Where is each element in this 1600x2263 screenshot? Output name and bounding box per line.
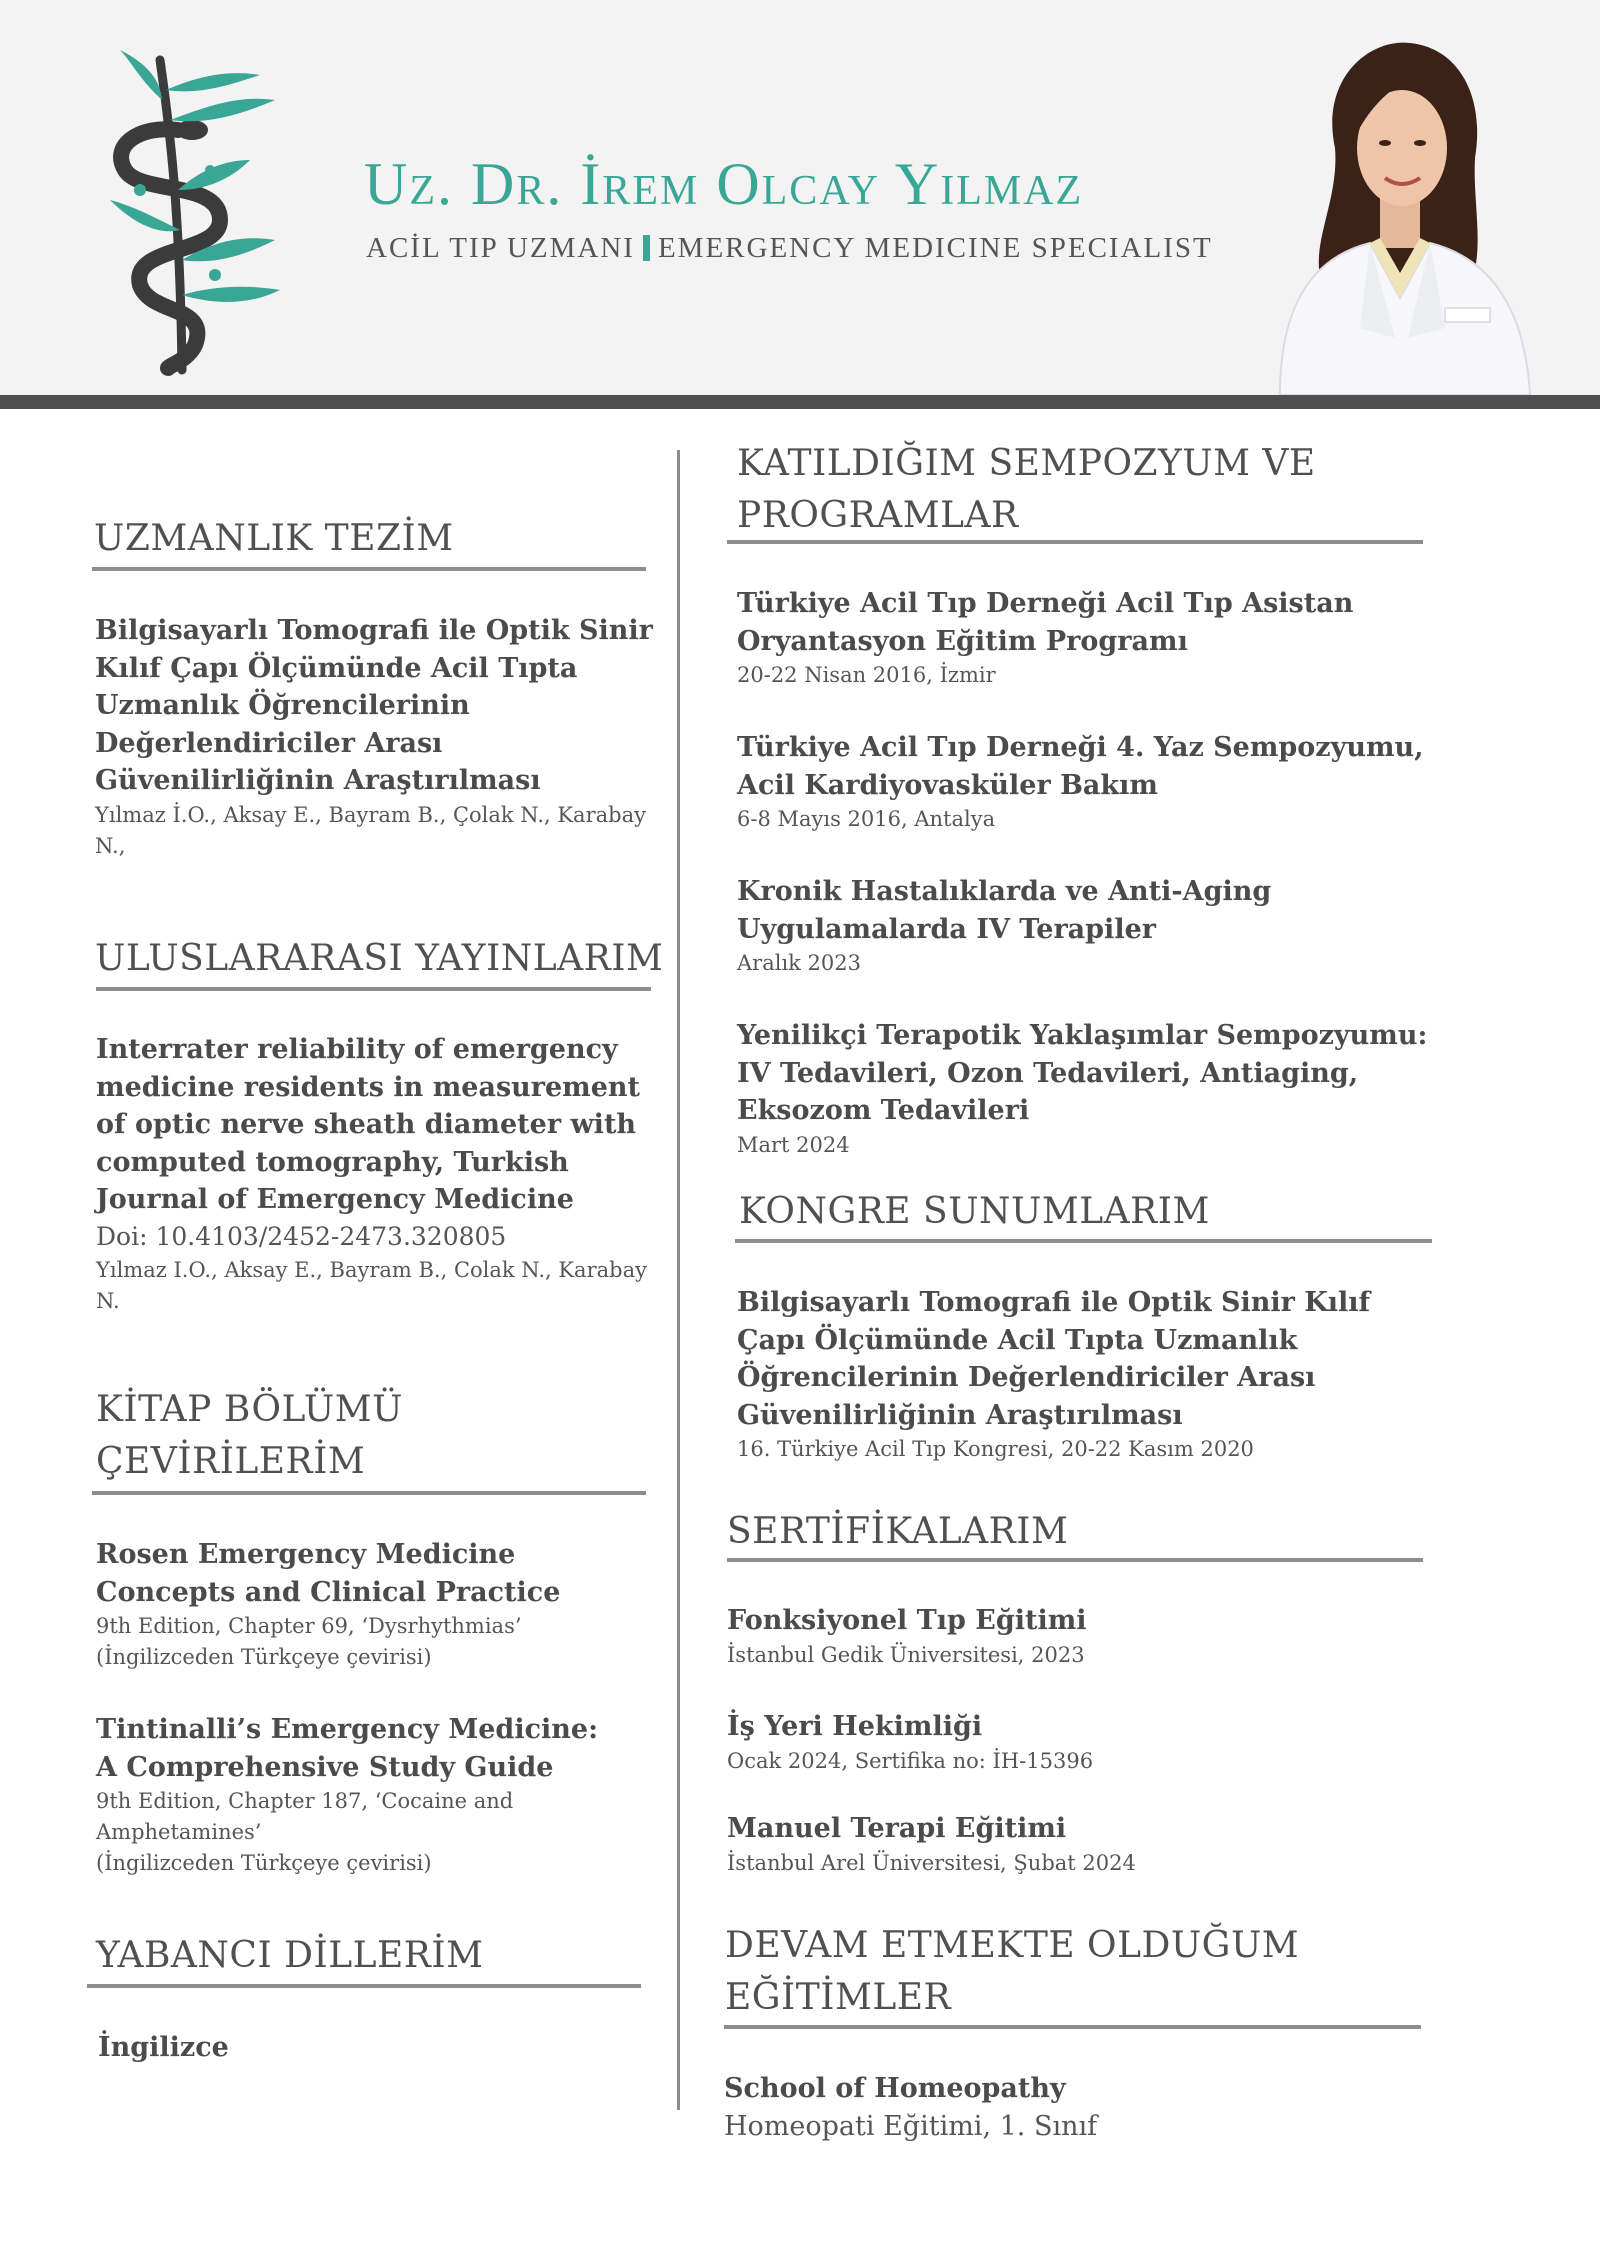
certificate-item <box>727 1602 1427 1671</box>
section-rule <box>727 540 1423 544</box>
translation-item <box>96 1711 616 1879</box>
section-title-languages: YABANCI DİLLERİM <box>96 1935 484 1976</box>
symposium-item <box>737 873 1477 979</box>
certificate-title: Fonksiyonel Tıp Eğitimi <box>727 1605 1087 1636</box>
translations-title-line1: KİTAP BÖLÜMÜ <box>96 1389 403 1430</box>
publication-title: Interrater reliability of emergency medicine residents in measurement of optic nerve sheath diameter with computed tomography, Turkish Journal of Emergency Medicine <box>96 1034 641 1215</box>
ongoing-title-line1: DEVAM ETMEKTE OLDUĞUM <box>725 1925 1300 1966</box>
ongoing-title-line2: EĞİTİMLER <box>725 1977 952 2018</box>
symposia-title-line2: PROGRAMLAR <box>737 495 1019 536</box>
section-title-certificates: SERTİFİKALARIM <box>727 1511 1069 1552</box>
ongoing-item <box>724 2070 1424 2146</box>
symposium-title: Yenilikçi Terapotik Yaklaşımlar Sempozyumu: IV Tedavileri, Ozon Tedavileri, Antiaging, Eksozom Tedavileri <box>737 1020 1428 1126</box>
section-rule <box>92 1491 646 1495</box>
certificate-title: Manuel Terapi Eğitimi <box>727 1813 1067 1844</box>
caduceus-logo-icon <box>100 50 290 380</box>
section-rule <box>87 1984 641 1988</box>
congress-item <box>737 1284 1437 1465</box>
translation-edition: 9th Edition, Chapter 69, ‘Dysrhythmias’ <box>96 1614 522 1638</box>
symposia-title-line1: KATILDIĞIM SEMPOZYUM VE <box>737 443 1316 484</box>
header-divider-bar <box>0 395 1600 409</box>
doctor-name: Uz. Dr. İrem Olcay Yılmaz <box>364 151 1084 217</box>
thesis-title: Bilgisayarlı Tomografi ile Optik Sinir Kılıf Çapı Ölçümünde Acil Tıpta Uzmanlık Öğrencilerinin Değerlendiriciler Arası Güvenilirliğinin Araştırılması <box>95 615 653 796</box>
certificate-detail: Ocak 2024, Sertifika no: İH-15396 <box>727 1748 1094 1773</box>
congress-title: Bilgisayarlı Tomografi ile Optik Sinir Kılıf Çapı Ölçümünde Acil Tıpta Uzmanlık Öğrencilerinin Değerlendiriciler Arası Güvenilirliğinin Araştırılması <box>737 1287 1371 1431</box>
language-item <box>98 2029 498 2067</box>
section-rule <box>735 1239 1432 1243</box>
certificate-item <box>727 1708 1427 1777</box>
certificate-title: İş Yeri Hekimliği <box>727 1711 983 1742</box>
section-title-congress: KONGRE SUNUMLARIM <box>739 1191 1210 1232</box>
publication-doi: Doi: 10.4103/2452-2473.320805 <box>96 1221 507 1251</box>
publication-authors: Yılmaz I.O., Aksay E., Bayram B., Colak N., Karabay N. <box>96 1257 647 1313</box>
subtitle-separator <box>643 235 650 261</box>
section-title-ongoing <box>725 1920 1299 2024</box>
symposium-item <box>737 729 1457 835</box>
translations-title-line2: ÇEVİRİLERİM <box>96 1441 366 1482</box>
section-rule <box>96 987 651 991</box>
certificate-detail: İstanbul Gedik Üniversitesi, 2023 <box>727 1642 1085 1667</box>
symposium-date: Aralık 2023 <box>737 951 862 975</box>
column-divider <box>677 450 680 2110</box>
symposium-title: Türkiye Acil Tıp Derneği Acil Tıp Asistan Oryantasyon Eğitim Programı <box>737 588 1354 657</box>
translation-note: (İngilizceden Türkçeye çevirisi) <box>96 1851 432 1875</box>
specialty-en: EMERGENCY MEDICINE SPECIALIST <box>657 232 1213 264</box>
language-name: İngilizce <box>98 2032 229 2063</box>
symposium-date: 20-22 Nisan 2016, İzmir <box>737 663 996 687</box>
section-title-publications: ULUSLARARASI YAYINLARIM <box>95 938 664 979</box>
section-title-thesis: UZMANLIK TEZİM <box>94 518 454 559</box>
specialty-tr: ACİL TIP UZMANI <box>366 232 635 264</box>
symposium-date: 6-8 Mayıs 2016, Antalya <box>737 807 996 831</box>
symposium-item <box>737 585 1427 691</box>
thesis-item <box>95 612 655 862</box>
doctor-specialty <box>366 232 1266 265</box>
doctor-portrait-photo <box>1240 38 1540 395</box>
symposium-date: Mart 2024 <box>737 1132 850 1157</box>
certificate-item <box>727 1810 1427 1879</box>
publication-item <box>96 1031 661 1317</box>
header-banner <box>0 0 1600 395</box>
section-title-symposia <box>737 438 1316 542</box>
section-rule <box>724 2025 1421 2029</box>
translation-item <box>96 1536 656 1673</box>
section-rule <box>92 567 646 571</box>
thesis-authors: Yılmaz İ.O., Aksay E., Bayram B., Çolak N., Karabay N., <box>95 802 646 858</box>
symposium-item <box>737 1017 1457 1161</box>
section-rule <box>727 1558 1423 1562</box>
symposium-title: Kronik Hastalıklarda ve Anti-Aging Uygulamalarda IV Terapiler <box>737 876 1272 945</box>
ongoing-detail: Homeopati Eğitimi, 1. Sınıf <box>724 2110 1098 2142</box>
symposium-title: Türkiye Acil Tıp Derneği 4. Yaz Sempozyumu, Acil Kardiyovasküler Bakım <box>737 732 1424 801</box>
translation-title: Tintinalli’s Emergency Medicine: A Comprehensive Study Guide <box>96 1714 599 1783</box>
certificate-detail: İstanbul Arel Üniversitesi, Şubat 2024 <box>727 1850 1136 1875</box>
section-title-translations <box>96 1384 403 1488</box>
translation-title: Rosen Emergency Medicine Concepts and Clinical Practice <box>96 1539 561 1608</box>
translation-note: (İngilizceden Türkçeye çevirisi) <box>96 1645 432 1669</box>
congress-event: 16. Türkiye Acil Tıp Kongresi, 20-22 Kasım 2020 <box>737 1437 1254 1461</box>
ongoing-title: School of Homeopathy <box>724 2073 1066 2104</box>
translation-edition: 9th Edition, Chapter 187, ‘Cocaine and Amphetamines’ <box>96 1789 514 1844</box>
